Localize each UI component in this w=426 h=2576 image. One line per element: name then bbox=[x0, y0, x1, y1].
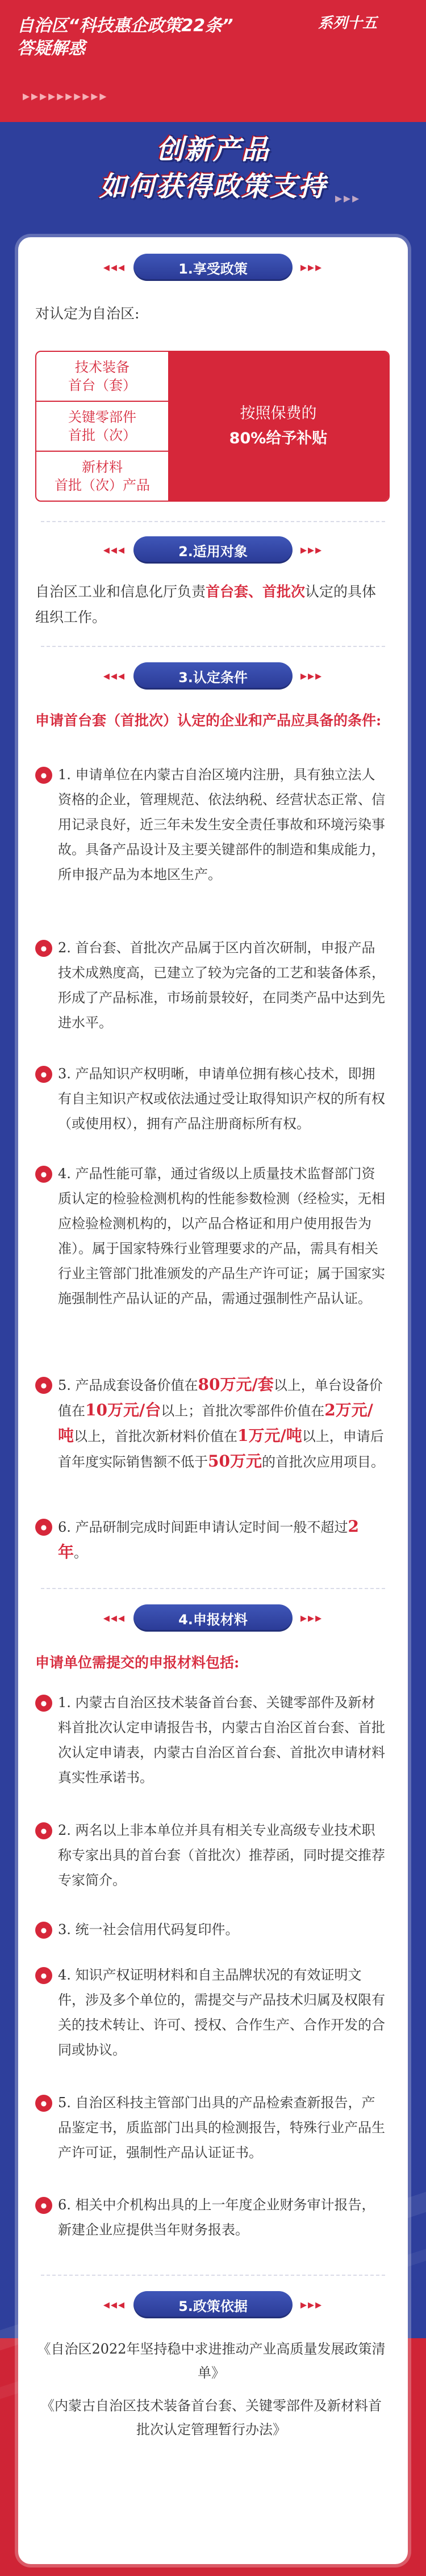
bullet-icon: ● bbox=[35, 1967, 52, 1984]
bullet-icon: ● bbox=[35, 1166, 52, 1183]
section-3-title: 3.认定条件 bbox=[133, 662, 293, 690]
list-item bbox=[35, 1161, 387, 1311]
list-item-text: 2. 首台套、首批次产品属于区内首次研制，申报产品技术成熟度高，已建立了较为完备的工艺和装备体系，形成了产品标准，市场前景较好，在同类产品中达到先进水平。 bbox=[58, 940, 385, 1031]
arrow-left-icon: ◂◂◂ bbox=[103, 669, 126, 683]
text-part: 。 bbox=[74, 1545, 88, 1561]
header-title: 自治区“科技惠企政策22条” bbox=[17, 16, 233, 36]
section-heading bbox=[18, 2287, 408, 2322]
value-highlight: 1万元/吨 bbox=[237, 1426, 302, 1445]
list-item-text: 4. 知识产权证明材料和自主品牌状况的有效证明文件，涉及多个单位的，需提交与产品技术归属及权限有关的技术转让、许可、授权、合作生产、合作开发的合同或协议。 bbox=[58, 1967, 385, 2058]
value-highlight: 50万元 bbox=[208, 1452, 262, 1470]
subsidy-category: 新材料 首批（次）产品 bbox=[55, 459, 150, 493]
list-item bbox=[35, 2192, 387, 2242]
arrow-right-icon: ▸▸▸ bbox=[300, 1611, 323, 1625]
list-item-text: 4. 产品性能可靠，通过省级以上质量技术监督部门资质认定的检验检测机构的性能参数检测（经检实，无相应检验检测机构的，以产品合格证和用户使用报告为准）。属于国家特殊行业管理要求的产品，需具有相关行业主管部门批准颁发的产品生产许可证；属于国家实施强制性产品认证的产品，需通过强制性产品认证。 bbox=[58, 1166, 385, 1306]
bullet-icon: ● bbox=[35, 1922, 52, 1939]
list-item bbox=[35, 1061, 387, 1136]
bullet-icon: ● bbox=[35, 940, 52, 957]
value-highlight: 2年 bbox=[58, 1517, 360, 1561]
content-card bbox=[18, 237, 408, 2564]
list-item bbox=[35, 1690, 387, 1790]
bullet-icon: ● bbox=[35, 767, 52, 784]
arrow-left-icon: ◂◂◂ bbox=[103, 543, 126, 557]
value-highlight: 10万元/台 bbox=[85, 1401, 161, 1419]
divider bbox=[41, 1588, 385, 1589]
bullet-icon: ● bbox=[35, 1377, 52, 1394]
value-highlight: 2万元/吨 bbox=[58, 1401, 373, 1445]
list-item-text: 1. 内蒙古自治区技术装备首台套、关键零部件及新材料首批次认定申请报告书，内蒙古自治区首台套、首批次认定申请表，内蒙古自治区首台套、首批次申请材料真实性承诺书。 bbox=[58, 1695, 385, 1785]
section-heading bbox=[18, 532, 408, 568]
bullet-icon: ● bbox=[35, 1695, 52, 1712]
list-item-text: 3. 统一社会信用代码复印件。 bbox=[58, 1922, 239, 1938]
section-2-title: 2.适用对象 bbox=[133, 536, 293, 564]
arrow-decoration-icon: ▸▸▸▸▸▸▸▸▸▸ bbox=[23, 88, 108, 104]
list-item bbox=[35, 1372, 387, 1474]
text-part: 以上；首批次零部件价值在 bbox=[161, 1403, 325, 1419]
list-item bbox=[35, 1963, 387, 2062]
divider bbox=[41, 646, 385, 647]
bullet-icon: ● bbox=[35, 1066, 52, 1083]
arrow-right-icon: ▸▸▸ bbox=[300, 260, 323, 275]
arrow-left-icon: ◂◂◂ bbox=[103, 1611, 126, 1625]
text-part: 以上，单台设备价值在 bbox=[58, 1377, 383, 1419]
header-subtitle: 答疑解惑 bbox=[17, 39, 85, 58]
bullet-icon: ● bbox=[35, 1822, 52, 1839]
arrow-decoration-icon: ▸▸▸ bbox=[335, 190, 361, 206]
subsidy-rate-line2: 80%给予补贴 bbox=[229, 430, 328, 447]
text-part: 以上，首批次新材料价值在 bbox=[74, 1428, 238, 1444]
list-item-text: 5. 自治区科技主管部门出具的产品检索查新报告，产品鉴定书，质监部门出具的检测报告，特殊行业产品生产许可证，强制性产品认证证书。 bbox=[58, 2095, 385, 2161]
list-item-text: 2. 两名以上非本单位并具有相关专业高级专业技术职称专家出具的首台套（首批次）推荐函，同时提交推荐专家简介。 bbox=[58, 1822, 385, 1888]
list-item bbox=[35, 1818, 387, 1893]
section-2-text-part: 自治区工业和信息化厅负责 bbox=[35, 583, 206, 600]
section-1-title: 1.享受政策 bbox=[133, 254, 293, 281]
divider bbox=[41, 521, 385, 522]
bullet-icon: ● bbox=[35, 2095, 52, 2112]
text-part: 以上，申请后首年度实际销售额不低于 bbox=[58, 1428, 384, 1470]
list-item-text bbox=[58, 1514, 387, 1565]
section-4-lead: 申请单位需提交的申报材料包括: bbox=[35, 1654, 240, 1671]
subsidy-rate-line1: 按照保费的 bbox=[240, 405, 317, 422]
list-item bbox=[35, 935, 387, 1035]
list-item-text: 6. 相关中介机构出具的上一年度企业财务审计报告，新建企业应提供当年财务报表。 bbox=[58, 2197, 375, 2238]
divider bbox=[41, 2275, 385, 2276]
main-title-line1: 创新产品 bbox=[156, 134, 270, 166]
section-3-lead: 申请首台套（首批次）认定的企业和产品应具备的条件: bbox=[35, 712, 382, 729]
policy-basis-2: 《内蒙古自治区技术装备首台套、关键零部件及新材料首批次认定管理暂行办法》 bbox=[41, 2398, 382, 2438]
subsidy-category: 技术装备 首台（套） bbox=[36, 352, 168, 402]
subsidy-categories bbox=[36, 352, 168, 501]
list-item bbox=[35, 1514, 387, 1565]
value-highlight: 80万元/套 bbox=[198, 1375, 274, 1394]
subsidy-table bbox=[35, 351, 390, 502]
subsidy-category: 关键零部件 首批（次） bbox=[36, 402, 168, 452]
subsidy-rate bbox=[168, 352, 389, 501]
section-1-intro: 对认定为自治区: bbox=[35, 305, 140, 322]
text-part: 5. 产品成套设备价值在 bbox=[58, 1377, 198, 1393]
list-item bbox=[35, 2090, 387, 2165]
list-item-text: 3. 产品知识产权明晰，申请单位拥有核心技术，即拥有自主知识产权或依法通过受让取得知识产权的所有权（或使用权），拥有产品注册商标所有权。 bbox=[58, 1066, 385, 1132]
arrow-right-icon: ▸▸▸ bbox=[300, 543, 323, 557]
arrow-left-icon: ◂◂◂ bbox=[103, 260, 126, 275]
section-2-text-part: 认定的具体组织工作。 bbox=[35, 583, 377, 625]
policy-basis-1: 《自治区2022年坚持稳中求进推动产业高质量发展政策清单》 bbox=[37, 2341, 386, 2381]
text-part: 的首批次应用项目。 bbox=[261, 1454, 385, 1470]
section-4-title: 4.申报材料 bbox=[133, 1604, 293, 1632]
section-2-highlight: 首台套、首批次 bbox=[206, 583, 306, 600]
section-heading bbox=[18, 1600, 408, 1636]
list-item-text bbox=[58, 1372, 387, 1474]
arrow-right-icon: ▸▸▸ bbox=[300, 669, 323, 683]
section-2-text bbox=[35, 579, 387, 630]
arrow-left-icon: ◂◂◂ bbox=[103, 2297, 126, 2312]
list-item-text: 1. 申请单位在内蒙古自治区境内注册，具有独立法人资格的企业，管理规范、依法纳税、经营状态正常、信用记录良好，近三年未发生安全责任事故和环境污染事故。具备产品设计及主要关键部件的制造和集成能力，所申报产品为本地区生产。 bbox=[58, 767, 385, 883]
section-heading bbox=[18, 658, 408, 694]
main-title-line2: 如何获得政策支持 bbox=[99, 171, 327, 203]
section-5-title: 5.政策依据 bbox=[133, 2291, 293, 2318]
arrow-right-icon: ▸▸▸ bbox=[300, 2297, 323, 2312]
text-part: 6. 产品研制完成时间距申请认定时间一般不超过 bbox=[58, 1519, 348, 1535]
list-item bbox=[35, 1917, 387, 1942]
list-item bbox=[35, 762, 387, 887]
bullet-icon: ● bbox=[35, 2197, 52, 2214]
section-heading bbox=[18, 250, 408, 285]
series-label: 系列十五 bbox=[318, 15, 378, 32]
bullet-icon: ● bbox=[35, 1519, 52, 1536]
